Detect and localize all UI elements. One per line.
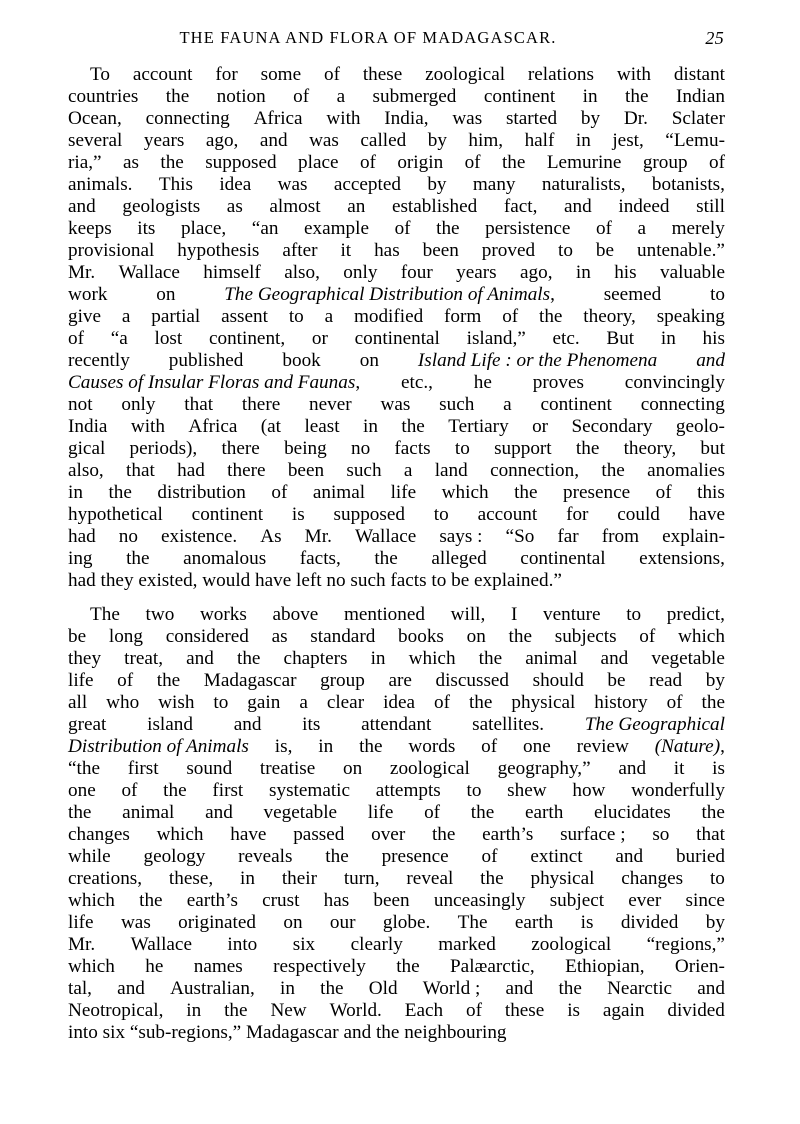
text-line: also, that had there been such a land connection, the anomalies xyxy=(68,460,725,481)
text-line: gical periods), there being no facts to support the theory, but xyxy=(68,438,725,459)
paragraph-2 xyxy=(68,604,725,1044)
text-line: To account for some of these zoological relations with distant xyxy=(90,64,725,85)
text-line: work on The Geographical Distribution of Animals, seemed to xyxy=(68,284,725,305)
text-line: life of the Madagascar group are discussed should be read by xyxy=(68,670,725,691)
text-line: they treat, and the chapters in which the animal and vegetable xyxy=(68,648,725,669)
text-line: countries the notion of a submerged continent in the Indian xyxy=(68,86,725,107)
text-line: all who wish to gain a clear idea of the physical history of the xyxy=(68,692,725,713)
text-line: India with Africa (at least in the Tertiary or Secondary geolo- xyxy=(68,416,725,437)
text-line: animals. This idea was accepted by many naturalists, botanists, xyxy=(68,174,725,195)
text-line: one of the first systematic attempts to shew how wonderfully xyxy=(68,780,725,801)
text-line: life was originated on our globe. The earth is divided by xyxy=(68,912,725,933)
running-head xyxy=(68,27,724,53)
text-line: changes which have passed over the earth’s surface ; so that xyxy=(68,824,725,845)
text-line: Mr. Wallace into six clearly marked zoological “regions,” xyxy=(68,934,725,955)
text-line: which he names respectively the Palæarctic, Ethiopian, Orien- xyxy=(68,956,725,977)
page-number: 25 xyxy=(705,28,724,48)
text-line: in the distribution of animal life which the presence of this xyxy=(68,482,725,503)
text-line: tal, and Australian, in the Old World ; and the Nearctic and xyxy=(68,978,725,999)
text-line: “the first sound treatise on zoological geography,” and it is xyxy=(68,758,725,779)
text-line: recently published book on Island Life : or the Phenomena and xyxy=(68,350,725,371)
text-line: which the earth’s crust has been unceasingly subject ever since xyxy=(68,890,725,911)
text-line: ria,” as the supposed place of origin of the Lemurine group of xyxy=(68,152,725,173)
body-text-block xyxy=(68,64,725,1044)
text-line: while geology reveals the presence of extinct and buried xyxy=(68,846,725,867)
text-line: The two works above mentioned will, I venture to predict, xyxy=(90,604,725,625)
text-line: be long considered as standard books on the subjects of which xyxy=(68,626,725,647)
text-line: into six “sub-regions,” Madagascar and the neighbouring xyxy=(68,1022,507,1043)
text-line: Neotropical, in the New World. Each of these is again divided xyxy=(68,1000,725,1021)
text-line: Mr. Wallace himself also, only four years ago, in his valuable xyxy=(68,262,725,283)
text-line: not only that there never was such a continent connecting xyxy=(68,394,725,415)
text-line: and geologists as almost an established fact, and indeed still xyxy=(68,196,725,217)
text-line: several years ago, and was called by him, half in jest, “Lemu- xyxy=(68,130,725,151)
text-line: Causes of Insular Floras and Faunas, etc., he proves convincingly xyxy=(68,372,725,393)
text-line: creations, these, in their turn, reveal the physical changes to xyxy=(68,868,725,889)
text-line: hypothetical continent is supposed to account for could have xyxy=(68,504,725,525)
text-line: had they existed, would have left no such facts to be explained.” xyxy=(68,570,562,591)
text-line: had no existence. As Mr. Wallace says : “So far from explain- xyxy=(68,526,725,547)
text-line: Ocean, connecting Africa with India, was started by Dr. Sclater xyxy=(68,108,725,129)
running-head-title: THE FAUNA AND FLORA OF MADAGASCAR. xyxy=(179,28,557,47)
text-line: the animal and vegetable life of the earth elucidates the xyxy=(68,802,725,823)
text-line: provisional hypothesis after it has been proved to be untenable.” xyxy=(68,240,725,261)
text-line: keeps its place, “an example of the persistence of a merely xyxy=(68,218,725,239)
paragraph-1 xyxy=(68,64,725,592)
text-line: of “a lost continent, or continental island,” etc. But in his xyxy=(68,328,725,349)
text-line: give a partial assent to a modified form of the theory, speaking xyxy=(68,306,725,327)
text-line: great island and its attendant satellites. The Geographical xyxy=(68,714,725,735)
text-line: Distribution of Animals is, in the words of one review (Nature), xyxy=(68,736,725,757)
text-line: ing the anomalous facts, the alleged continental extensions, xyxy=(68,548,725,569)
